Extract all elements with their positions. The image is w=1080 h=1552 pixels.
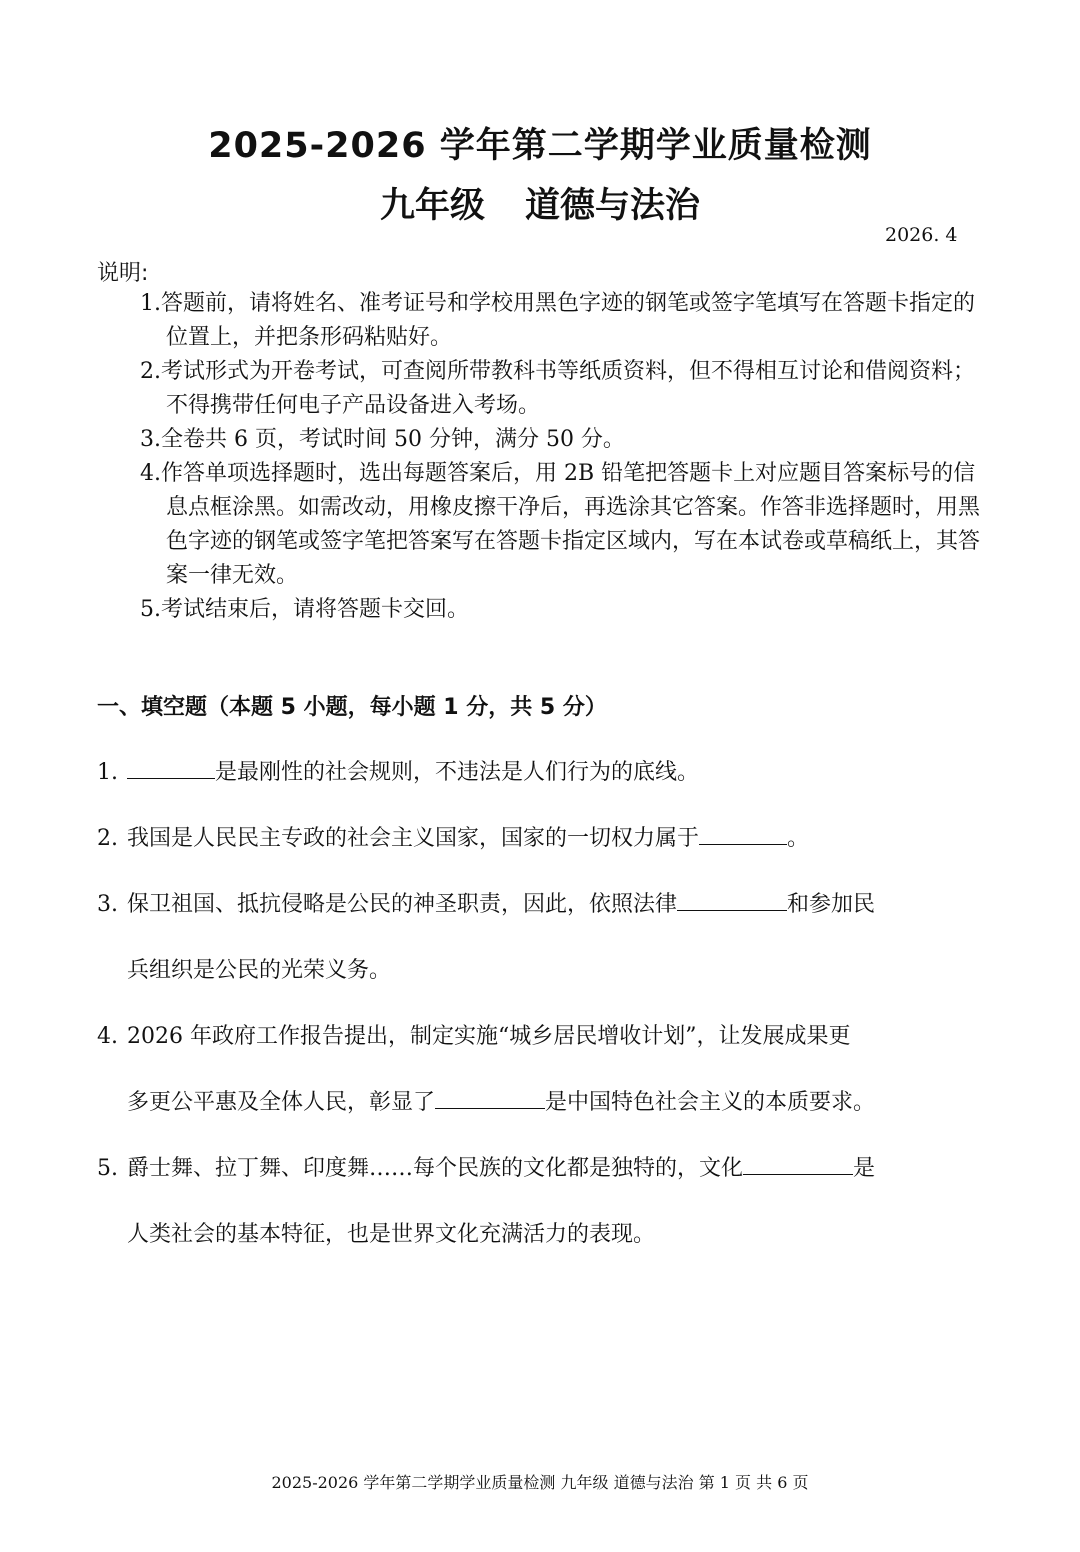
question-text: 人类社会的基本特征，也是世界文化充满活力的表现。 — [127, 1222, 656, 1247]
question-text: 爵士舞、拉丁舞、印度舞……每个民族的文化都是独特的，文化 — [127, 1156, 744, 1181]
answer-blank — [127, 756, 215, 779]
question-text: 保卫祖国、抵抗侵略是公民的神圣职责，因此，依照法律 — [127, 892, 678, 917]
question-3 — [97, 872, 977, 1004]
instruction-item: 3.全卷共 6 页，考试时间 50 分钟，满分 50 分。 — [140, 427, 625, 452]
exam-title: 2025-2026 学年第二学期学业质量检测 — [208, 126, 872, 166]
answer-blank — [677, 888, 787, 911]
instruction-item: 2.考试形式为开卷考试，可查阅所带教科书等纸质资料，但不得相互讨论和借阅资料；不得携带任何电子产品设备进入考场。 — [140, 359, 975, 418]
question-text: 。 — [787, 826, 810, 851]
question-text: 兵组织是公民的光荣义务。 — [127, 958, 392, 983]
question-5 — [97, 1136, 977, 1268]
question-text: 我国是人民民主专政的社会主义国家，国家的一切权力属于 — [127, 826, 700, 851]
grade-label: 九年级 — [379, 186, 485, 226]
subject-label: 道德与法治 — [525, 186, 701, 226]
question-number: 4. — [97, 1024, 118, 1049]
question-number: 1. — [97, 760, 118, 785]
question-text: 是中国特色社会主义的本质要求。 — [545, 1090, 876, 1115]
section-heading: 一、填空题（本题 5 小题，每小题 1 分，共 5 分） — [97, 695, 607, 720]
instructions-label: 说明: — [97, 261, 149, 286]
question-number: 5. — [97, 1156, 118, 1181]
question-1 — [97, 740, 977, 806]
question-2 — [97, 806, 977, 872]
answer-blank — [435, 1086, 545, 1109]
question-number: 2. — [97, 826, 118, 851]
question-text: 是 — [853, 1156, 876, 1181]
page-footer: 2025-2026 学年第二学期学业质量检测 九年级 道德与法治 第 1 页 共 6 页 — [271, 1473, 809, 1492]
instruction-item: 5.考试结束后，请将答题卡交回。 — [140, 597, 469, 622]
question-4 — [97, 1004, 977, 1136]
question-text: 和参加民 — [787, 892, 876, 917]
question-text: 是最刚性的社会规则，不违法是人们行为的底线。 — [215, 760, 700, 785]
question-number: 3. — [97, 892, 118, 917]
exam-subtitle — [0, 178, 1080, 228]
instruction-item: 1.答题前，请将姓名、准考证号和学校用黑色字迹的钢笔或签字笔填写在答题卡指定的位置上，并把条形码粘贴好。 — [140, 291, 975, 350]
instruction-item: 4.作答单项选择题时，选出每题答案后，用 2B 铅笔把答题卡上对应题目答案标号的信息点框涂黑。如需改动，用橡皮擦干净后，再选涂其它答案。作答非选择题时，用黑色字迹的钢笔或签字笔把答案写在答题卡指定区域内，写在本试卷或草稿纸上，其答案一律无效。 — [140, 461, 981, 588]
question-text: 2026 年政府工作报告提出，制定实施“城乡居民增收计划”，让发展成果更 — [127, 1024, 851, 1049]
answer-blank — [699, 822, 787, 845]
question-text: 多更公平惠及全体人民，彰显了 — [127, 1090, 436, 1115]
instructions-list — [140, 287, 985, 627]
exam-date: 2026. 4 — [885, 224, 958, 246]
answer-blank — [743, 1152, 853, 1175]
